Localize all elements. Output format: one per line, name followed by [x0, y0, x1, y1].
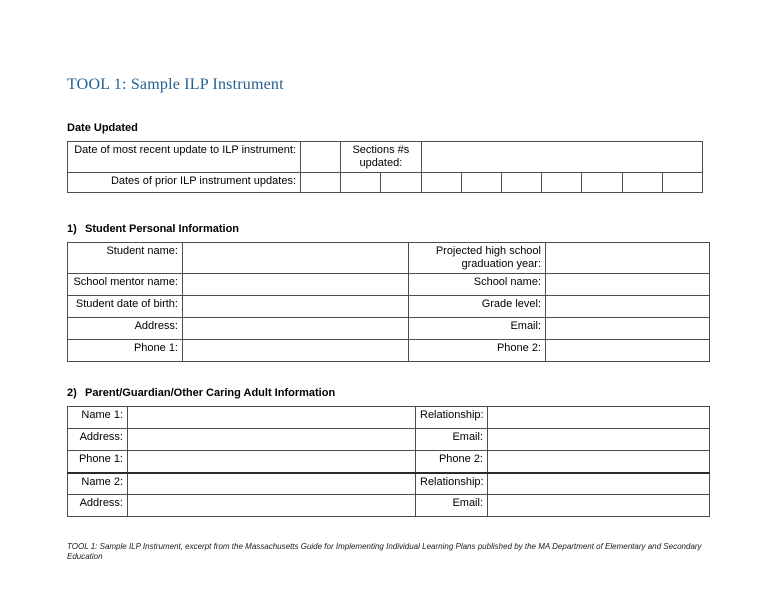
- heading-number: 2): [67, 387, 77, 399]
- table-row: [68, 340, 710, 362]
- school-name-label: School name:: [409, 274, 546, 296]
- student-phone1-cell[interactable]: [183, 340, 409, 362]
- prior-update-cell-8[interactable]: [582, 173, 622, 193]
- prior-update-cell-5[interactable]: [461, 173, 501, 193]
- table-row: [68, 318, 710, 340]
- table-row: [68, 274, 710, 296]
- student-phone1-label: Phone 1:: [68, 340, 183, 362]
- grad-year-label: Projected high school graduation year:: [409, 243, 546, 274]
- parent2-relationship-label: Relationship:: [416, 473, 488, 495]
- prior-update-cell-1[interactable]: [301, 173, 341, 193]
- school-mentor-label: School mentor name:: [68, 274, 183, 296]
- parent2-address-cell[interactable]: [128, 495, 416, 517]
- table-row: [68, 142, 703, 173]
- date-of-birth-cell[interactable]: [183, 296, 409, 318]
- sections-updated-cell[interactable]: [421, 142, 702, 173]
- parent1-relationship-label: Relationship:: [416, 407, 488, 429]
- sections-updated-label: Sections #s updated:: [341, 142, 421, 173]
- date-of-birth-label: Student date of birth:: [68, 296, 183, 318]
- parent-info-table: [67, 406, 710, 517]
- table-row: [68, 243, 710, 274]
- table-row: [68, 495, 710, 517]
- footer-citation: TOOL 1: Sample ILP Instrument, excerpt from the Massachusetts Guide for Implementing Individual Learning Plans published by the MA Department of Elementary and Secondary Education: [67, 542, 702, 561]
- student-phone2-label: Phone 2:: [409, 340, 546, 362]
- table-row: [68, 407, 710, 429]
- student-address-label: Address:: [68, 318, 183, 340]
- prior-update-cell-9[interactable]: [622, 173, 662, 193]
- parent1-relationship-cell[interactable]: [488, 407, 710, 429]
- student-name-label: Student name:: [68, 243, 183, 274]
- prior-update-cell-10[interactable]: [662, 173, 702, 193]
- student-phone2-cell[interactable]: [546, 340, 710, 362]
- prior-update-cell-2[interactable]: [341, 173, 381, 193]
- parent1-phone1-label: Phone 1:: [68, 451, 128, 473]
- parent1-name-label: Name 1:: [68, 407, 128, 429]
- table-row: [68, 451, 710, 473]
- grade-level-cell[interactable]: [546, 296, 710, 318]
- school-mentor-cell[interactable]: [183, 274, 409, 296]
- student-email-label: Email:: [409, 318, 546, 340]
- student-address-cell[interactable]: [183, 318, 409, 340]
- prior-update-cell-3[interactable]: [381, 173, 421, 193]
- parent2-email-cell[interactable]: [488, 495, 710, 517]
- table-row: [68, 429, 710, 451]
- heading-text: Parent/Guardian/Other Caring Adult Information: [85, 387, 336, 399]
- parent1-phone2-cell[interactable]: [488, 451, 710, 473]
- parent1-address-label: Address:: [68, 429, 128, 451]
- heading-number: 1): [67, 223, 77, 235]
- parent1-name-cell[interactable]: [128, 407, 416, 429]
- parent1-phone1-cell[interactable]: [128, 451, 416, 473]
- parent1-email-label: Email:: [416, 429, 488, 451]
- parent1-email-cell[interactable]: [488, 429, 710, 451]
- prior-updates-label: Dates of prior ILP instrument updates:: [68, 173, 301, 193]
- school-name-cell[interactable]: [546, 274, 710, 296]
- table-row: [68, 296, 710, 318]
- student-info-table: [67, 242, 710, 362]
- parent2-address-label: Address:: [68, 495, 128, 517]
- prior-update-cell-7[interactable]: [542, 173, 582, 193]
- parent-info-heading: [67, 387, 710, 399]
- parent2-email-label: Email:: [416, 495, 488, 517]
- parent2-name-label: Name 2:: [68, 473, 128, 495]
- date-updated-heading: Date Updated: [67, 122, 138, 134]
- recent-update-label: Date of most recent update to ILP instrument:: [68, 142, 301, 173]
- table-row: [68, 473, 710, 495]
- parent1-phone2-label: Phone 2:: [416, 451, 488, 473]
- student-info-heading: [67, 223, 710, 235]
- prior-update-cell-4[interactable]: [421, 173, 461, 193]
- parent1-address-cell[interactable]: [128, 429, 416, 451]
- heading-text: Student Personal Information: [85, 223, 240, 235]
- prior-update-cell-6[interactable]: [501, 173, 541, 193]
- student-email-cell[interactable]: [546, 318, 710, 340]
- student-name-cell[interactable]: [183, 243, 409, 274]
- grade-level-label: Grade level:: [409, 296, 546, 318]
- recent-update-date-cell[interactable]: [301, 142, 341, 173]
- table-row: [68, 173, 703, 193]
- parent2-name-cell[interactable]: [128, 473, 416, 495]
- grad-year-cell[interactable]: [546, 243, 710, 274]
- page-title: TOOL 1: Sample ILP Instrument: [67, 76, 284, 93]
- date-updated-table: [67, 141, 703, 193]
- parent2-relationship-cell[interactable]: [488, 473, 710, 495]
